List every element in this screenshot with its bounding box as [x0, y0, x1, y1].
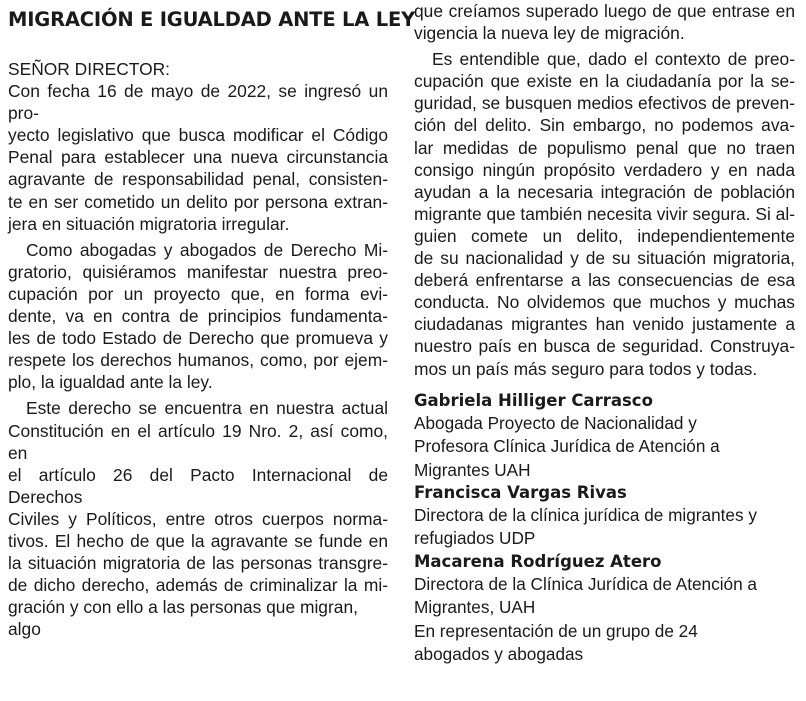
text-line: ciudadanas migrantes han venido justamente a: [414, 314, 795, 335]
paragraph-1: [8, 80, 388, 235]
text-line: les de todo Estado de Derecho que promueva y: [8, 328, 388, 349]
text-line: te en ser cometido un delito por persona extran-: [8, 191, 388, 212]
text-line: gratorio, quisiéramos manifestar nuestra preo-: [8, 261, 388, 282]
text-line: Constitución en el artículo 19 Nro. 2, así como, en: [8, 420, 388, 463]
signer-name: Francisca Vargas Rivas: [414, 482, 627, 502]
signer-affiliation-line: Migrantes, UAH: [414, 597, 536, 618]
signer-affiliation-line: Directora de la clínica jurídica de migrantes y: [414, 505, 757, 526]
signer-affiliation-line: Profesora Clínica Jurídica de Atención a: [414, 436, 720, 457]
right-column: [414, 0, 795, 666]
paragraph-4: [414, 48, 795, 379]
text-line: Como abogadas y abogados de Derecho Mi-: [26, 239, 388, 260]
signer-affiliation-line: refugiados UDP: [414, 528, 536, 549]
text-line: agravante de responsabilidad penal, consisten-: [8, 169, 388, 190]
text-line: cupación por un proyecto que, en forma evi-: [8, 283, 388, 304]
text-line: Este derecho se encuentra en nuestra actual: [26, 398, 388, 419]
left-column: [8, 0, 415, 644]
text-line: de su nacionalidad y de su situación migratoria,: [414, 248, 795, 269]
text-line: yecto legislativo que busca modificar el Código: [8, 125, 388, 146]
text-line: deberá enfrentarse a las consecuencias de esa: [414, 270, 795, 291]
signer-affiliation-line: abogados y abogadas: [414, 643, 584, 664]
headline: MIGRACIÓN E IGUALDAD ANTE LA LEY: [8, 8, 415, 31]
text-line: conducta. No olvidemos que muchos y muchas: [414, 292, 795, 313]
text-line: ción del delito. Sin embargo, no podemos ava-: [414, 115, 795, 136]
text-line: jera en situación migratoria irregular.: [8, 213, 290, 234]
text-line: vigencia la nueva ley de migración.: [414, 23, 685, 44]
text-line: migrante que también necesita vivir segura. Si al-: [414, 203, 795, 224]
text-line: de dicho derecho, además de criminalizar la mi-: [8, 575, 388, 596]
text-line: la situación migratoria de las personas transgre-: [8, 553, 388, 574]
signer-name: Macarena Rodríguez Atero: [414, 551, 662, 571]
signer-affiliation-line: Directora de la Clínica Jurídica de Atención a: [414, 574, 757, 595]
signer-affiliation-line: Abogada Proyecto de Nacionalidad y: [414, 413, 697, 434]
text-line: lar medidas de populismo penal que no traen: [414, 137, 795, 158]
signer-affiliation-line: En representación de un grupo de 24: [414, 620, 698, 641]
text-line: nuestro país en busca de seguridad. Construya-: [414, 336, 795, 357]
text-line: el artículo 26 del Pacto Internacional de Derechos: [8, 464, 388, 507]
text-line: guridad, se busquen medios efectivos de preven-: [414, 93, 795, 114]
signer-name: Gabriela Hilliger Carrasco: [414, 390, 653, 410]
text-line: tivos. El hecho de que la agravante se funde en: [8, 530, 388, 551]
salutation: SEÑOR DIRECTOR:: [8, 59, 171, 79]
text-line: consigo ningún propósito verdadero y en nada: [414, 159, 795, 180]
paragraph-3-start: [8, 397, 388, 640]
text-line: respete los derechos humanos, como, por ejem-: [8, 350, 388, 371]
text-line: Civiles y Políticos, entre otros cuerpos norma-: [8, 508, 388, 529]
text-line: Penal para establecer una nueva circunstancia: [8, 147, 388, 168]
text-line: guien comete un delito, independientemente: [414, 225, 795, 246]
text-line: mos un país más seguro para todos y todas.: [414, 358, 758, 379]
text-line: plo, la igualdad ante la ley.: [8, 372, 213, 393]
text-line: Es entendible que, dado el contexto de preo-: [432, 49, 795, 70]
text-line: ayudan a la necesaria integración de población: [414, 181, 795, 202]
signer-affiliation-line: Migrantes UAH: [414, 459, 531, 480]
paragraph-2: [8, 239, 388, 394]
paragraph-3-end: [414, 0, 795, 44]
text-line: que creíamos superado luego de que entrase en: [414, 1, 795, 21]
signature-block: [414, 390, 795, 666]
text-line: dente, va en contra de principios fundamenta-: [8, 306, 388, 327]
text-line: Con fecha 16 de mayo de 2022, se ingresó un pro-: [8, 81, 388, 124]
text-line: gración y con ello a las personas que migran, algo: [8, 597, 358, 640]
text-line: cupación que existe en la ciudadanía por la se-: [414, 71, 795, 92]
